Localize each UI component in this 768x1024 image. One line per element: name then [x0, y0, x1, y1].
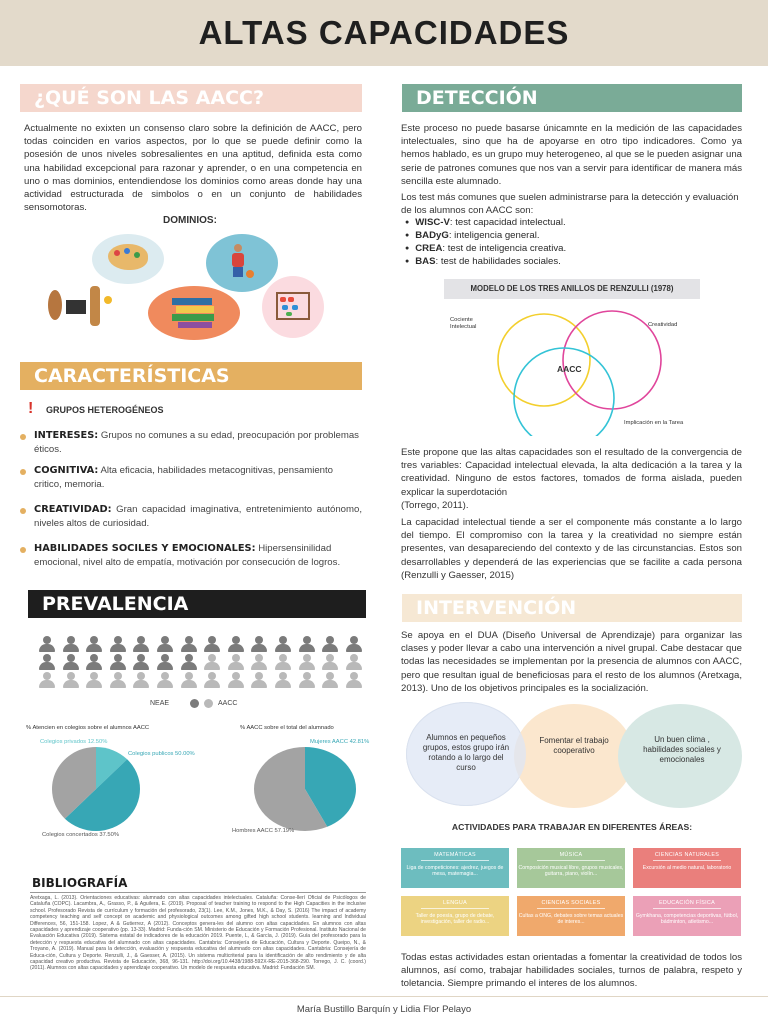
pie-chart-colegios	[50, 744, 150, 834]
person-icon	[274, 654, 292, 670]
person-icon	[85, 654, 103, 670]
ring-creatividad	[563, 311, 661, 409]
activity-ciencias-naturales: CIENCIAS NATURALES Excursión al medio natural, laboratorio	[633, 848, 741, 888]
renzulli-label-aacc: AACC	[557, 364, 582, 374]
person-icon	[250, 672, 268, 688]
person-icon	[132, 654, 150, 670]
carac-text: Alta eficacia, habilidades metacognitivas, pensamiento critico, memoria.	[34, 465, 334, 490]
person-icon	[132, 636, 150, 652]
person-icon	[321, 672, 339, 688]
footer-authors: María Bustillo Barquín y Lidia Flor Pelayo	[296, 1004, 472, 1015]
person-icon	[85, 672, 103, 688]
footer-rule	[0, 996, 768, 997]
person-icon	[250, 654, 268, 670]
carac-label: COGNITIVA:	[34, 465, 99, 476]
circle-text-2: Fomentar el trabajo cooperativo	[539, 736, 609, 755]
legend-aacc-swatch	[204, 699, 213, 708]
circle-text-3: Un buen clima , habilidades sociales y emocionales	[643, 735, 721, 764]
person-icon	[180, 636, 198, 652]
intervencion-closing: Todas estas actividades estan orientadas a fomentar la creatividad de todos los alumnos, así como, trabajar habilidades sociales, turnos de palabra, respeto y toletancia. Siempre primando el interes de los alumnos.	[401, 952, 742, 990]
caracteristicas-heading: CARACTERÍSTICAS	[20, 362, 362, 390]
grupos-heterogeneos: GRUPOS HETEROGÉNEOS	[46, 405, 164, 415]
activity-lengua: LENGUA Taller de poesía, grupo de debate, investigación, taller de radio...	[401, 896, 509, 936]
person-icon	[38, 672, 56, 688]
person-icon	[132, 672, 150, 688]
activity-educacion-fisica: EDUCACIÓN FÍSICA Gymkhana, competencias deportivas, fútbol, bádminton, atletismo...	[633, 896, 741, 936]
deteccion-p2: Los test más comunes que suelen administrarse para la detección y evaluación de los alumnos con AACC son:	[401, 192, 739, 217]
person-icon	[298, 654, 316, 670]
carac-label: HABILIDADES SOCILES Y EMOCIONALES:	[34, 543, 256, 554]
person-icon	[38, 654, 56, 670]
pie2-label-hombres: Hombres AACC 57.19%	[232, 828, 295, 834]
circle-text-1: Alumnos en pequeños grupos, estos grupo irán rotando a lo largo del curso	[422, 733, 510, 772]
carac-creatividad	[34, 503, 362, 531]
deteccion-p3: Este propone que las altas capacidades son el resultado de la convergencia de tres variables: Capacidad intelectual elevada, la alta dedicación a la tarea y la creatividad. Ninguno de estos factores, tomados de forma aislada, pueden explicar la superdotación (Torrego, 2011).	[401, 447, 742, 511]
person-icon	[321, 636, 339, 652]
person-icon	[156, 636, 174, 652]
pie1-label-publicos: Colegios publicos 50.00%	[128, 751, 195, 757]
que-son-heading: ¿QUÉ SON LAS AACC?	[20, 84, 362, 112]
renzulli-label-creatividad: Creatividad	[648, 322, 678, 328]
person-icon	[298, 636, 316, 652]
activity-ciencias-sociales: CIENCIAS SOCIALES Cultas a ONG, debates sobre temas actuales de interes...	[517, 896, 625, 936]
intervencion-heading: INTERVENCIÓN	[402, 594, 742, 622]
person-icon	[345, 672, 363, 688]
test-item: ● BADyG: inteligencia general.	[405, 229, 735, 242]
legend-neae-swatch	[190, 699, 199, 708]
pie-chart-aacc	[252, 744, 358, 834]
chart2-title: % AACC sobre el total del alumnado	[240, 725, 334, 731]
chart1-title: % Atencien en colegios sobre el alumnos AACC	[26, 725, 150, 731]
page-title: ALTAS CAPACIDADES	[198, 14, 570, 51]
carac-text: Gran capacidad imaginativa, entretenimiento autónomo, niveles altos de curiosidad.	[34, 504, 362, 529]
person-icon	[156, 654, 174, 670]
renzulli-title: MODELO DE LOS TRES ANILLOS DE RENZULLI (1978)	[470, 284, 674, 293]
carac-habilidades	[34, 542, 362, 570]
dominios-illustration	[40, 230, 340, 340]
person-icon	[156, 672, 174, 688]
pie2-label-mujeres: Mujeres AACC 42.81%	[310, 739, 370, 745]
deteccion-p4: La capacidad intelectual tiende a ser el componente más constante a lo largo del tiempo. El compromiso con la tarea y la creatividad no siempre están presentes, van desapareciendo del contexto y de las circunstancias. Estos son desarrollables y dependerá de las experiencias que se facilite a cada persona (Renzulli y Gaesser, 2015)	[401, 517, 742, 581]
bibliografia-rule	[30, 892, 366, 893]
test-item: ● BAS: test de habilidades sociales.	[405, 255, 735, 268]
prevalencia-heading: PREVALENCIA	[28, 590, 366, 618]
activities-title: ACTIVIDADES PARA TRABAJAR EN DIFERENTES ÁREAS:	[451, 822, 693, 832]
sport-players-icon	[230, 244, 254, 280]
bullet-dot-icon	[20, 469, 26, 475]
deteccion-heading: DETECCIÓN	[402, 84, 742, 112]
books-icon	[172, 298, 216, 328]
person-icon	[180, 654, 198, 670]
intervencion-text: Se apoya en el DUA (Diseño Universal de Aprendizaje) para organizar las clases y poder llevar a cabo una intervención a nivel grupal. Cabe destacar que todas las necesidades se implementan por la presencia de alumnos con AACC, pero que resultan igual de beneficiosas para el resto de los alumnos (Aretxaga, 2013). Uno de los objetivos principales es la socialización.	[401, 630, 742, 694]
person-icon	[109, 636, 127, 652]
bullet-dot-icon	[20, 508, 26, 514]
test-item: ● CREA: test de inteligencia creativa.	[405, 242, 735, 255]
person-icon	[85, 636, 103, 652]
abacus-icon	[276, 292, 310, 320]
person-icon	[250, 636, 268, 652]
test-item: ● WISC-V: test capacidad intelectual.	[405, 216, 735, 229]
renzulli-label-implicacion: Implicación en la Tarea	[624, 420, 684, 426]
carac-label: INTERESES:	[34, 430, 99, 441]
music-instruments-icon	[42, 278, 116, 334]
bibliografia-heading: BIBLIOGRAFÍA	[32, 876, 128, 890]
pie1-label-privados: Colegios privados 12.50%	[40, 739, 108, 745]
person-icon	[274, 636, 292, 652]
person-icon	[62, 654, 80, 670]
person-icon	[62, 636, 80, 652]
renzulli-label-cociente: Cociente Intelectual	[450, 317, 477, 330]
person-icon	[109, 672, 127, 688]
person-icon	[109, 654, 127, 670]
person-icon	[345, 654, 363, 670]
person-icon	[38, 636, 56, 652]
bullet-dot-icon	[20, 547, 26, 553]
bibliografia-text: Aretxaga, L. (2013). Orientaciones educativas: alumnado con altas capacidades intelectuales. Cataluña: Conse-llerí Oficial de Psicólogos de Cataluña (COPC). Lacambra, A., Grasso, P., & Aguilera, E. (2019). Proposal of teacher training to respond to the High Capacities in the inclusive school. Profesorado Revista de currículum y formación del profesorado, 23(1). Lee, K.M., Jones, M.K., & Day, S. (2016) The impact of academy competency teaching and self concept on academic and physiological outcomes among gifted high school students. learning and Individual Differences, 56, 151-158. Lopez, A & Gutierrez, A (2012). Conceptos genera-les del alumno con altas capacidades. En alumnos con altas capacidades y aprendizaje cooperativo (pp. 13-33). Madrid: Funda-ción SM. Ministerio de Educación y Formación Profesional. Instituto Nacional de Evaluación Educativa (2019). Sistema estatal de indicadores de la educación 2019. Puente, L, & García, J. (2019). Guía del profesorado para la detección y respuesta educativa del alumnado con altas capacidades. Cantabria: Consejería de Educación, Cultura y Deporte. Queipo, N., & Troyano, A. (2019). Manual para la detección, evaluación y respuesta educativa del alumnado con altas capacidades. Cantabria: Consejería de Educa-ción, Cultura y Deporte. Renzulli, J., & Gaesser, A. (2015). Un sistema multicriterial para la identificación de alto rendimiento y de alta capacidad creativo productiva. Revista de Educación, 368, 96-131. http://doi.org/10.4438/1988-592X-RE-2015-368-290. Torrego, J. C. (coord.) (2011). Alumnos con altas capacidades y aprendizaje cooperativo. Un modelo de respuesta educativa. Madrid: Fundación SM.	[30, 895, 366, 972]
carac-intereses	[34, 429, 362, 457]
person-icon	[203, 636, 221, 652]
bullet-dot-icon	[20, 434, 26, 440]
legend-neae-label: NEAE	[150, 700, 170, 707]
person-icon	[203, 654, 221, 670]
person-icon	[274, 672, 292, 688]
person-icon	[62, 672, 80, 688]
legend-aacc-label: AACC	[218, 700, 238, 707]
ring-cociente	[498, 314, 590, 406]
person-icon	[203, 672, 221, 688]
que-son-text: Actualmente no exixten un consenso claro sobre la definición de AACC, pero todas coinciden en varios aspectos, por lo que se puede definir como la posesión de unos niveles sobresalientes en una aptitud, definida esta como una habilidad excepcional para razonar y aprender, o en una competencia en uno o mas dominios, entendiendose los dominios como areas donde hay una actividad estructurada de simbolos o en un conjunto de habilidades sensomotoras.	[24, 123, 362, 214]
person-icon	[345, 636, 363, 652]
person-icon	[227, 672, 245, 688]
carac-text: Grupos no comunes a su edad, preocupación por problemas éticos.	[34, 430, 359, 455]
person-icon	[298, 672, 316, 688]
person-icon	[227, 654, 245, 670]
activity-matematicas: MATEMÁTICAS Liga de competiciones: ajedrez, juegos de mesa, matemagia...	[401, 848, 509, 888]
pie1-label-concertados: Colegios concertados 37.50%	[42, 832, 120, 838]
exclamation-icon: !	[28, 400, 34, 417]
circle-cooperativo	[514, 704, 634, 808]
person-icon	[227, 636, 245, 652]
carac-label: CREATIVIDAD:	[34, 504, 112, 515]
activity-musica: MÚSICA Composición musical libre, grupos musicales, guitarra, piano, violín...	[517, 848, 625, 888]
dominios-label: DOMINIOS:	[163, 215, 217, 226]
person-icon	[180, 672, 198, 688]
carac-cognitiva	[34, 464, 362, 492]
people-grid	[38, 636, 368, 688]
deteccion-p1: Este proceso no puede basarse únicamnte en la medición de las capacidades intelectuales, sino que ha de apoyarse en otro tipo indicadores. Como ya hemos hablado, es un grupo muy heterogeneo, al que se le pueden asignar una serie de patrones comunes que nos van a servir para identificar de manera más sencilla este alumnado.	[401, 123, 742, 187]
carac-text: Hipersensinilidad emocional, nivel alto de empatía, motivación por consecución de logros.	[34, 543, 341, 568]
ring-implicacion	[514, 348, 614, 436]
person-icon	[321, 654, 339, 670]
tests-list	[405, 216, 735, 268]
